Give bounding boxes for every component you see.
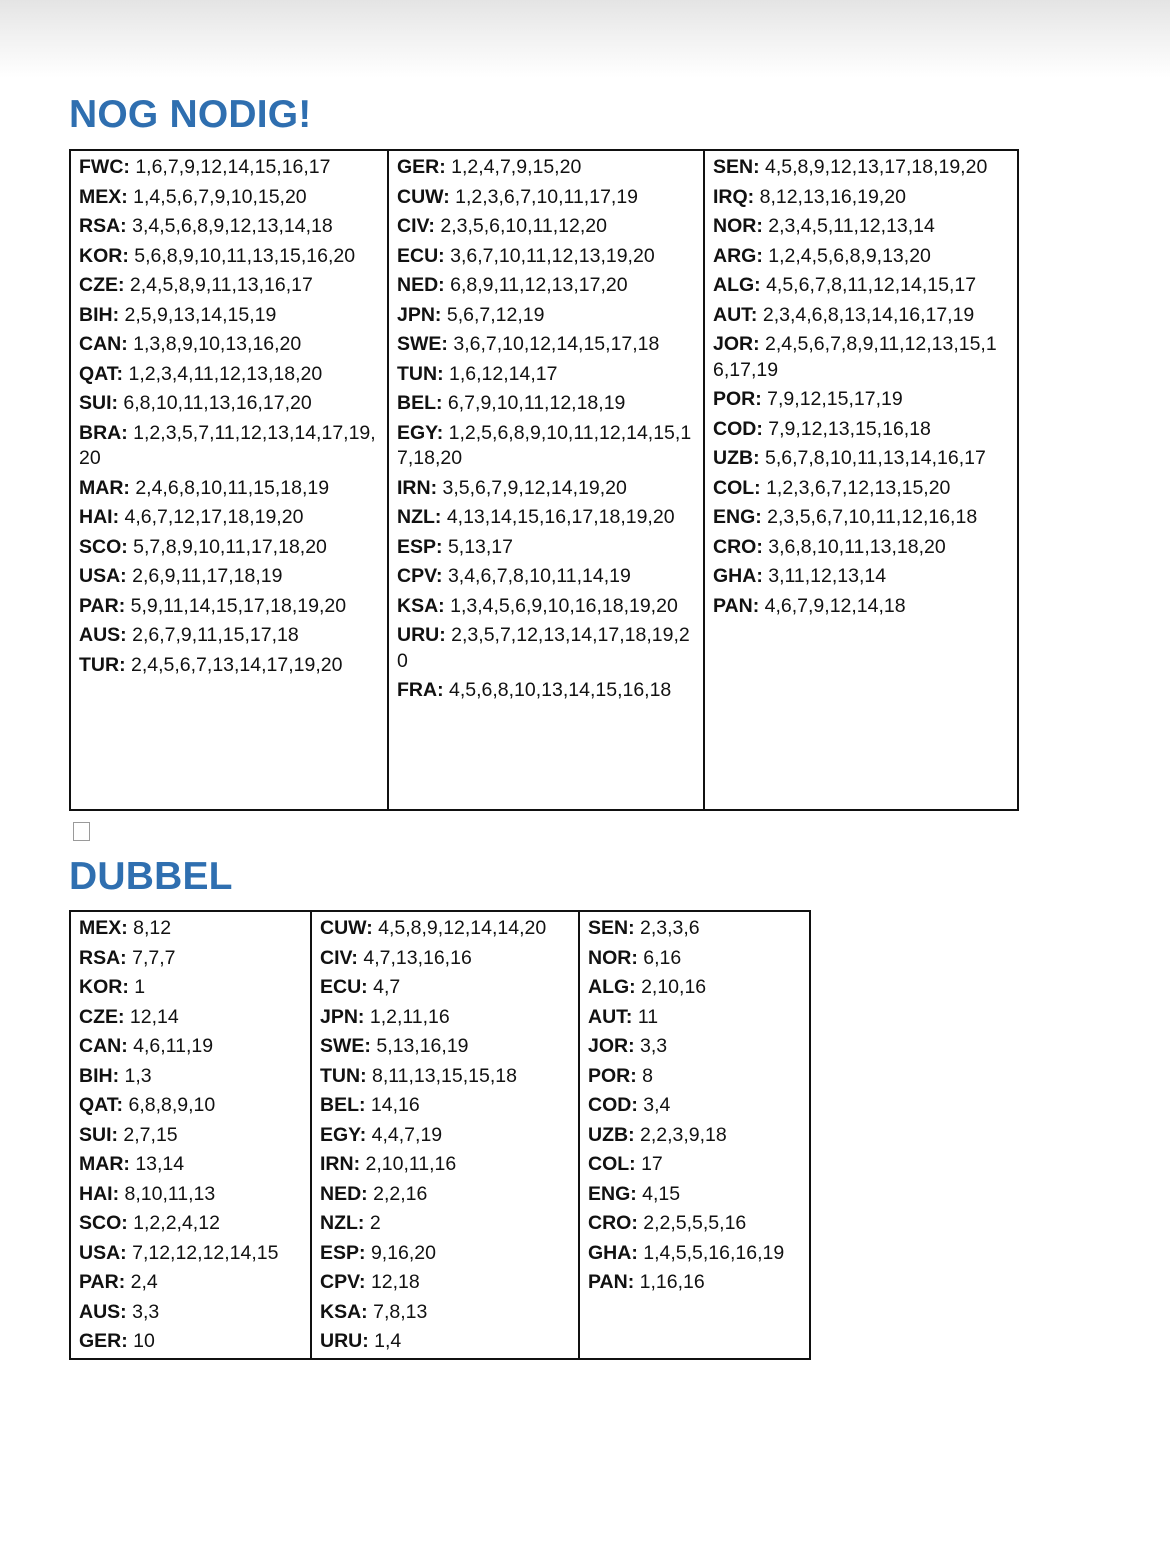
list-item <box>79 330 381 360</box>
country-code: PAN: <box>713 594 760 617</box>
country-code: GER: <box>79 1330 128 1352</box>
sticker-numbers: 8,10,11,13 <box>124 1182 216 1205</box>
country-code: FRA: <box>397 679 444 701</box>
list-item <box>320 1121 572 1151</box>
country-code: MAR: <box>79 476 130 499</box>
sticker-numbers: 2 <box>369 1212 381 1234</box>
sticker-numbers: 2,4,5,6,7,8,9,11,12,13,15,16,17,19 <box>713 333 997 381</box>
list-item <box>397 562 697 592</box>
list-item <box>397 242 697 272</box>
sticker-numbers: 8,11,13,15,15,18 <box>372 1064 517 1087</box>
sticker-numbers: 8,12 <box>133 917 172 939</box>
list-item <box>397 503 697 533</box>
country-code: POR: <box>588 1064 637 1087</box>
double-heading: DUBBEL <box>69 855 233 898</box>
list-item <box>320 1032 572 1062</box>
list-item <box>588 1150 803 1180</box>
list-item <box>79 914 304 944</box>
sticker-numbers: 4,4,7,19 <box>371 1123 443 1146</box>
country-code: TUN: <box>320 1064 367 1087</box>
list-item <box>397 592 697 622</box>
list-item <box>320 1298 572 1328</box>
country-code: JPN: <box>320 1005 365 1028</box>
sticker-numbers: 2,4,6,8,10,11,15,18,19 <box>135 476 330 499</box>
country-code: NZL: <box>397 506 442 528</box>
sticker-numbers: 4,15 <box>642 1182 681 1205</box>
list-item <box>713 242 1011 272</box>
list-item <box>713 415 1011 445</box>
country-code: BEL: <box>397 392 443 414</box>
sticker-numbers: 1,4 <box>374 1330 402 1352</box>
list-item <box>79 1298 304 1328</box>
sticker-numbers: 1,16,16 <box>639 1271 705 1293</box>
sticker-numbers: 8,12,13,16,19,20 <box>759 185 906 208</box>
country-code: ESP: <box>320 1241 366 1264</box>
sticker-numbers: 1,3,8,9,10,13,16,20 <box>133 333 302 355</box>
country-code: QAT: <box>79 1094 124 1116</box>
sticker-numbers: 4,6,7,9,12,14,18 <box>764 594 906 617</box>
sticker-numbers: 1,2,3,5,7,11,12,13,14,17,19,20 <box>79 421 376 469</box>
list-item <box>79 621 381 651</box>
needed-column-2 <box>387 151 703 809</box>
list-item <box>588 944 803 974</box>
country-code: AUS: <box>79 1300 127 1323</box>
list-item <box>588 1268 803 1298</box>
list-item <box>79 1180 304 1210</box>
country-code: TUN: <box>397 362 444 385</box>
list-item <box>320 973 572 1003</box>
country-code: BEL: <box>320 1094 366 1116</box>
list-item <box>588 973 803 1003</box>
list-item <box>397 301 697 331</box>
country-code: CAN: <box>79 1035 128 1057</box>
list-item <box>320 1003 572 1033</box>
country-code: ECU: <box>320 976 368 998</box>
list-item <box>79 533 381 563</box>
country-code: BIH: <box>79 1064 120 1087</box>
country-code: SWE: <box>320 1035 371 1057</box>
country-code: KSA: <box>397 594 445 617</box>
sticker-numbers: 10 <box>133 1330 155 1352</box>
list-item <box>79 242 381 272</box>
country-code: ECU: <box>397 244 445 267</box>
list-item <box>713 562 1011 592</box>
country-code: SEN: <box>588 917 635 939</box>
country-code: PAR: <box>79 1271 126 1293</box>
country-code: KOR: <box>79 976 129 998</box>
sticker-numbers: 1,4,5,6,7,9,10,15,20 <box>133 185 307 208</box>
list-item <box>713 444 1011 474</box>
list-item <box>320 944 572 974</box>
sticker-numbers: 4,6,7,12,17,18,19,20 <box>124 506 304 528</box>
sticker-numbers: 6,8,10,11,13,16,17,20 <box>123 392 312 414</box>
list-item <box>320 1268 572 1298</box>
sticker-numbers: 13,14 <box>135 1153 185 1175</box>
list-item <box>79 360 381 390</box>
sticker-numbers: 1,2,5,6,8,9,10,11,12,14,15,17,18,20 <box>397 421 692 469</box>
list-item <box>397 183 697 213</box>
list-item <box>713 183 1011 213</box>
sticker-numbers: 12,18 <box>370 1271 420 1293</box>
list-item <box>713 503 1011 533</box>
country-code: AUS: <box>79 624 127 646</box>
country-code: ENG: <box>713 506 762 528</box>
country-code: COD: <box>588 1094 638 1116</box>
country-code: PAR: <box>79 594 126 617</box>
sticker-numbers: 2,7,15 <box>123 1123 178 1146</box>
sticker-numbers: 2,6,7,9,11,15,17,18 <box>132 624 299 646</box>
list-item <box>397 621 697 676</box>
country-code: CPV: <box>397 565 443 587</box>
list-item <box>713 330 1011 385</box>
sticker-numbers: 1,6,7,9,12,14,15,16,17 <box>135 156 331 178</box>
country-code: COD: <box>713 417 763 440</box>
sticker-numbers: 6,8,8,9,10 <box>128 1094 216 1116</box>
list-item <box>713 212 1011 242</box>
list-item <box>320 1209 572 1239</box>
list-item <box>397 533 697 563</box>
country-code: PAN: <box>588 1271 635 1293</box>
sticker-numbers: 3,3 <box>640 1035 668 1057</box>
sticker-numbers: 5,6,8,9,10,11,13,15,16,20 <box>134 244 356 267</box>
country-code: CUW: <box>397 185 450 208</box>
country-code: SEN: <box>713 156 760 178</box>
double-table <box>69 910 811 1360</box>
sticker-numbers: 3,4,6,7,8,10,11,14,19 <box>447 565 631 587</box>
list-item <box>397 419 697 474</box>
sticker-numbers: 3,4,5,6,8,9,12,13,14,18 <box>132 215 333 237</box>
list-item <box>79 1327 304 1357</box>
list-item <box>79 562 381 592</box>
sticker-numbers: 5,6,7,12,19 <box>446 303 545 326</box>
list-item <box>397 360 697 390</box>
list-item <box>79 592 381 622</box>
sticker-numbers: 1,2,4,7,9,15,20 <box>451 156 582 178</box>
list-item <box>79 1239 304 1269</box>
list-item <box>713 271 1011 301</box>
sticker-numbers: 12,14 <box>129 1005 179 1028</box>
country-code: SUI: <box>79 1123 118 1146</box>
sticker-numbers: 3,11,12,13,14 <box>768 565 887 587</box>
double-column-2 <box>310 912 578 1358</box>
sticker-numbers: 1,4,5,5,16,16,19 <box>643 1241 785 1264</box>
sticker-numbers: 4,7 <box>373 976 401 998</box>
list-item <box>79 503 381 533</box>
country-code: KSA: <box>320 1300 368 1323</box>
country-code: GHA: <box>713 565 763 587</box>
list-item <box>713 301 1011 331</box>
list-item <box>397 676 697 706</box>
country-code: USA: <box>79 565 127 587</box>
country-code: MAR: <box>79 1153 130 1175</box>
sticker-numbers: 8 <box>642 1064 654 1087</box>
list-item <box>320 1091 572 1121</box>
sticker-numbers: 2,3,4,5,11,12,13,14 <box>768 215 935 237</box>
double-column-1 <box>71 912 310 1358</box>
list-item <box>588 1032 803 1062</box>
list-item <box>713 153 1011 183</box>
list-item <box>79 1062 304 1092</box>
country-code: EGY: <box>397 421 444 444</box>
country-code: ALG: <box>588 976 636 998</box>
sticker-numbers: 14,16 <box>370 1094 420 1116</box>
country-code: RSA: <box>79 215 127 237</box>
sticker-numbers: 2,3,5,6,10,11,12,20 <box>440 215 607 237</box>
country-code: CRO: <box>588 1212 638 1234</box>
country-code: CUW: <box>320 917 373 939</box>
sticker-numbers: 3,3 <box>132 1300 160 1323</box>
list-item <box>79 389 381 419</box>
sticker-numbers: 2,5,9,13,14,15,19 <box>124 303 277 326</box>
country-code: NOR: <box>588 946 638 969</box>
sticker-numbers: 6,8,9,11,12,13,17,20 <box>450 274 628 296</box>
sticker-numbers: 1,2,11,16 <box>369 1005 450 1028</box>
country-code: KOR: <box>79 244 129 267</box>
sticker-numbers: 4,5,6,7,8,11,12,14,15,17 <box>766 274 977 296</box>
sticker-numbers: 4,6,11,19 <box>133 1035 214 1057</box>
country-code: JOR: <box>713 333 760 355</box>
list-item <box>397 389 697 419</box>
top-shadow <box>0 0 1170 78</box>
sticker-numbers: 3,6,7,10,11,12,13,19,20 <box>450 244 655 267</box>
country-code: AUT: <box>588 1005 633 1028</box>
country-code: SCO: <box>79 535 128 558</box>
list-item <box>588 1180 803 1210</box>
list-item <box>79 301 381 331</box>
sticker-numbers: 1,3 <box>124 1064 152 1087</box>
country-code: UZB: <box>713 447 760 469</box>
list-item <box>79 651 381 681</box>
list-item <box>397 474 697 504</box>
country-code: NOR: <box>713 215 763 237</box>
sticker-numbers: 7,8,13 <box>373 1300 428 1323</box>
sticker-numbers: 5,9,11,14,15,17,18,19,20 <box>130 594 347 617</box>
sticker-numbers: 4,5,8,9,12,13,17,18,19,20 <box>765 156 988 178</box>
list-item <box>397 330 697 360</box>
country-code: RSA: <box>79 946 127 969</box>
needed-table <box>69 149 1019 811</box>
needed-column-3 <box>703 151 1017 809</box>
sticker-numbers: 2,2,5,5,5,16 <box>643 1212 747 1234</box>
sticker-numbers: 2,2,3,9,18 <box>640 1123 727 1146</box>
sticker-numbers: 5,7,8,9,10,11,17,18,20 <box>133 535 327 558</box>
sticker-numbers: 1,2,3,6,7,10,11,17,19 <box>455 185 639 208</box>
needed-heading: NOG NODIG! <box>69 93 312 136</box>
country-code: AUT: <box>713 303 758 326</box>
list-item <box>713 385 1011 415</box>
list-item <box>79 271 381 301</box>
sticker-numbers: 1,6,12,14,17 <box>449 362 558 385</box>
sticker-numbers: 2,4,5,6,7,13,14,17,19,20 <box>131 653 343 676</box>
list-item <box>79 1032 304 1062</box>
country-code: NED: <box>397 274 445 296</box>
list-item <box>397 212 697 242</box>
list-item <box>320 1180 572 1210</box>
list-item <box>713 592 1011 622</box>
country-code: COL: <box>588 1153 636 1175</box>
sticker-numbers: 2,3,5,7,12,13,14,17,18,19,20 <box>397 624 690 672</box>
sticker-numbers: 3,6,7,10,12,14,15,17,18 <box>453 333 660 355</box>
sticker-numbers: 2,3,3,6 <box>640 917 700 939</box>
sticker-numbers: 1,2,3,4,11,12,13,18,20 <box>128 362 323 385</box>
country-code: SWE: <box>397 333 448 355</box>
country-code: URU: <box>320 1330 369 1352</box>
list-item <box>79 1003 304 1033</box>
list-item <box>397 153 697 183</box>
list-item <box>588 1209 803 1239</box>
sticker-numbers: 17 <box>641 1153 663 1175</box>
sticker-numbers: 2,4 <box>130 1271 158 1293</box>
country-code: JPN: <box>397 303 442 326</box>
country-code: ARG: <box>713 244 763 267</box>
needed-column-1 <box>71 151 387 809</box>
country-code: GER: <box>397 156 446 178</box>
sticker-numbers: 1 <box>134 976 146 998</box>
sticker-numbers: 2,2,16 <box>373 1182 428 1205</box>
sticker-numbers: 7,9,12,13,15,16,18 <box>768 417 931 440</box>
list-item <box>79 1091 304 1121</box>
sticker-numbers: 1,3,4,5,6,9,10,16,18,19,20 <box>450 594 678 617</box>
list-item <box>79 212 381 242</box>
country-code: UZB: <box>588 1123 635 1146</box>
country-code: CZE: <box>79 274 125 296</box>
list-item <box>588 914 803 944</box>
sticker-numbers: 6,7,9,10,11,12,18,19 <box>447 392 626 414</box>
country-code: SUI: <box>79 392 118 414</box>
double-column-3 <box>578 912 809 1358</box>
list-item <box>320 1327 572 1357</box>
sticker-numbers: 4,7,13,16,16 <box>363 946 472 969</box>
list-item <box>79 1209 304 1239</box>
country-code: POR: <box>713 388 762 410</box>
sticker-numbers: 5,13,17 <box>447 535 513 558</box>
list-item <box>79 153 381 183</box>
list-item <box>79 419 381 474</box>
country-code: HAI: <box>79 1182 120 1205</box>
sticker-numbers: 6,16 <box>643 946 682 969</box>
sticker-numbers: 7,9,12,15,17,19 <box>767 388 903 410</box>
list-item <box>320 1239 572 1269</box>
list-item <box>588 1003 803 1033</box>
list-item <box>79 474 381 504</box>
sticker-numbers: 1,2,3,6,7,12,13,15,20 <box>766 476 951 499</box>
country-code: IRN: <box>397 476 438 499</box>
country-code: JOR: <box>588 1035 635 1057</box>
list-item <box>588 1239 803 1269</box>
sticker-numbers: 4,5,6,8,10,13,14,15,16,18 <box>449 679 672 701</box>
sticker-numbers: 3,4 <box>643 1094 671 1116</box>
sticker-numbers: 2,10,11,16 <box>365 1153 457 1175</box>
country-code: CIV: <box>320 946 358 969</box>
country-code: SCO: <box>79 1212 128 1234</box>
sticker-numbers: 3,5,6,7,9,12,14,19,20 <box>442 476 627 499</box>
sticker-numbers: 9,16,20 <box>370 1241 436 1264</box>
list-item <box>397 271 697 301</box>
sticker-numbers: 11 <box>637 1005 659 1028</box>
country-code: TUR: <box>79 653 126 676</box>
sticker-numbers: 2,3,5,6,7,10,11,12,16,18 <box>767 506 978 528</box>
country-code: EGY: <box>320 1123 367 1146</box>
country-code: IRQ: <box>713 185 755 208</box>
sticker-numbers: 2,6,9,11,17,18,19 <box>132 565 283 587</box>
country-code: IRN: <box>320 1153 361 1175</box>
list-item <box>320 914 572 944</box>
sticker-numbers: 7,12,12,12,14,15 <box>132 1241 279 1264</box>
country-code: USA: <box>79 1241 127 1264</box>
country-code: CZE: <box>79 1005 125 1028</box>
sticker-numbers: 3,6,8,10,11,13,18,20 <box>768 535 946 558</box>
sticker-numbers: 4,13,14,15,16,17,18,19,20 <box>446 506 675 528</box>
country-code: ALG: <box>713 274 761 296</box>
country-code: ENG: <box>588 1182 637 1205</box>
list-item <box>79 1121 304 1151</box>
list-item <box>320 1150 572 1180</box>
country-code: GHA: <box>588 1241 638 1264</box>
country-code: BRA: <box>79 421 128 444</box>
country-code: CRO: <box>713 535 763 558</box>
list-item <box>713 474 1011 504</box>
country-code: ESP: <box>397 535 443 558</box>
country-code: FWC: <box>79 156 130 178</box>
list-item <box>588 1091 803 1121</box>
sticker-numbers: 5,13,16,19 <box>376 1035 469 1057</box>
sticker-numbers: 1,2,4,5,6,8,9,13,20 <box>768 244 931 267</box>
country-code: NED: <box>320 1182 368 1205</box>
list-item <box>79 1150 304 1180</box>
country-code: CIV: <box>397 215 435 237</box>
country-code: BIH: <box>79 303 120 326</box>
sticker-numbers: 7,7,7 <box>132 946 176 969</box>
sticker-numbers: 4,5,8,9,12,14,14,20 <box>378 917 547 939</box>
country-code: MEX: <box>79 917 128 939</box>
list-item <box>588 1121 803 1151</box>
country-code: MEX: <box>79 185 128 208</box>
sticker-numbers: 2,3,4,6,8,13,14,16,17,19 <box>762 303 975 326</box>
sticker-numbers: 2,10,16 <box>641 976 707 998</box>
checkbox[interactable] <box>73 822 90 841</box>
list-item <box>79 1268 304 1298</box>
country-code: URU: <box>397 624 446 646</box>
list-item <box>588 1062 803 1092</box>
country-code: CAN: <box>79 333 128 355</box>
country-code: CPV: <box>320 1271 366 1293</box>
list-item <box>320 1062 572 1092</box>
list-item <box>79 183 381 213</box>
country-code: NZL: <box>320 1212 365 1234</box>
sticker-numbers: 2,4,5,8,9,11,13,16,17 <box>129 274 313 296</box>
list-item <box>79 944 304 974</box>
sticker-numbers: 1,2,2,4,12 <box>133 1212 220 1234</box>
list-item <box>713 533 1011 563</box>
country-code: COL: <box>713 476 761 499</box>
country-code: HAI: <box>79 506 120 528</box>
country-code: QAT: <box>79 362 124 385</box>
sticker-numbers: 5,6,7,8,10,11,13,14,16,17 <box>765 447 986 469</box>
list-item <box>79 973 304 1003</box>
